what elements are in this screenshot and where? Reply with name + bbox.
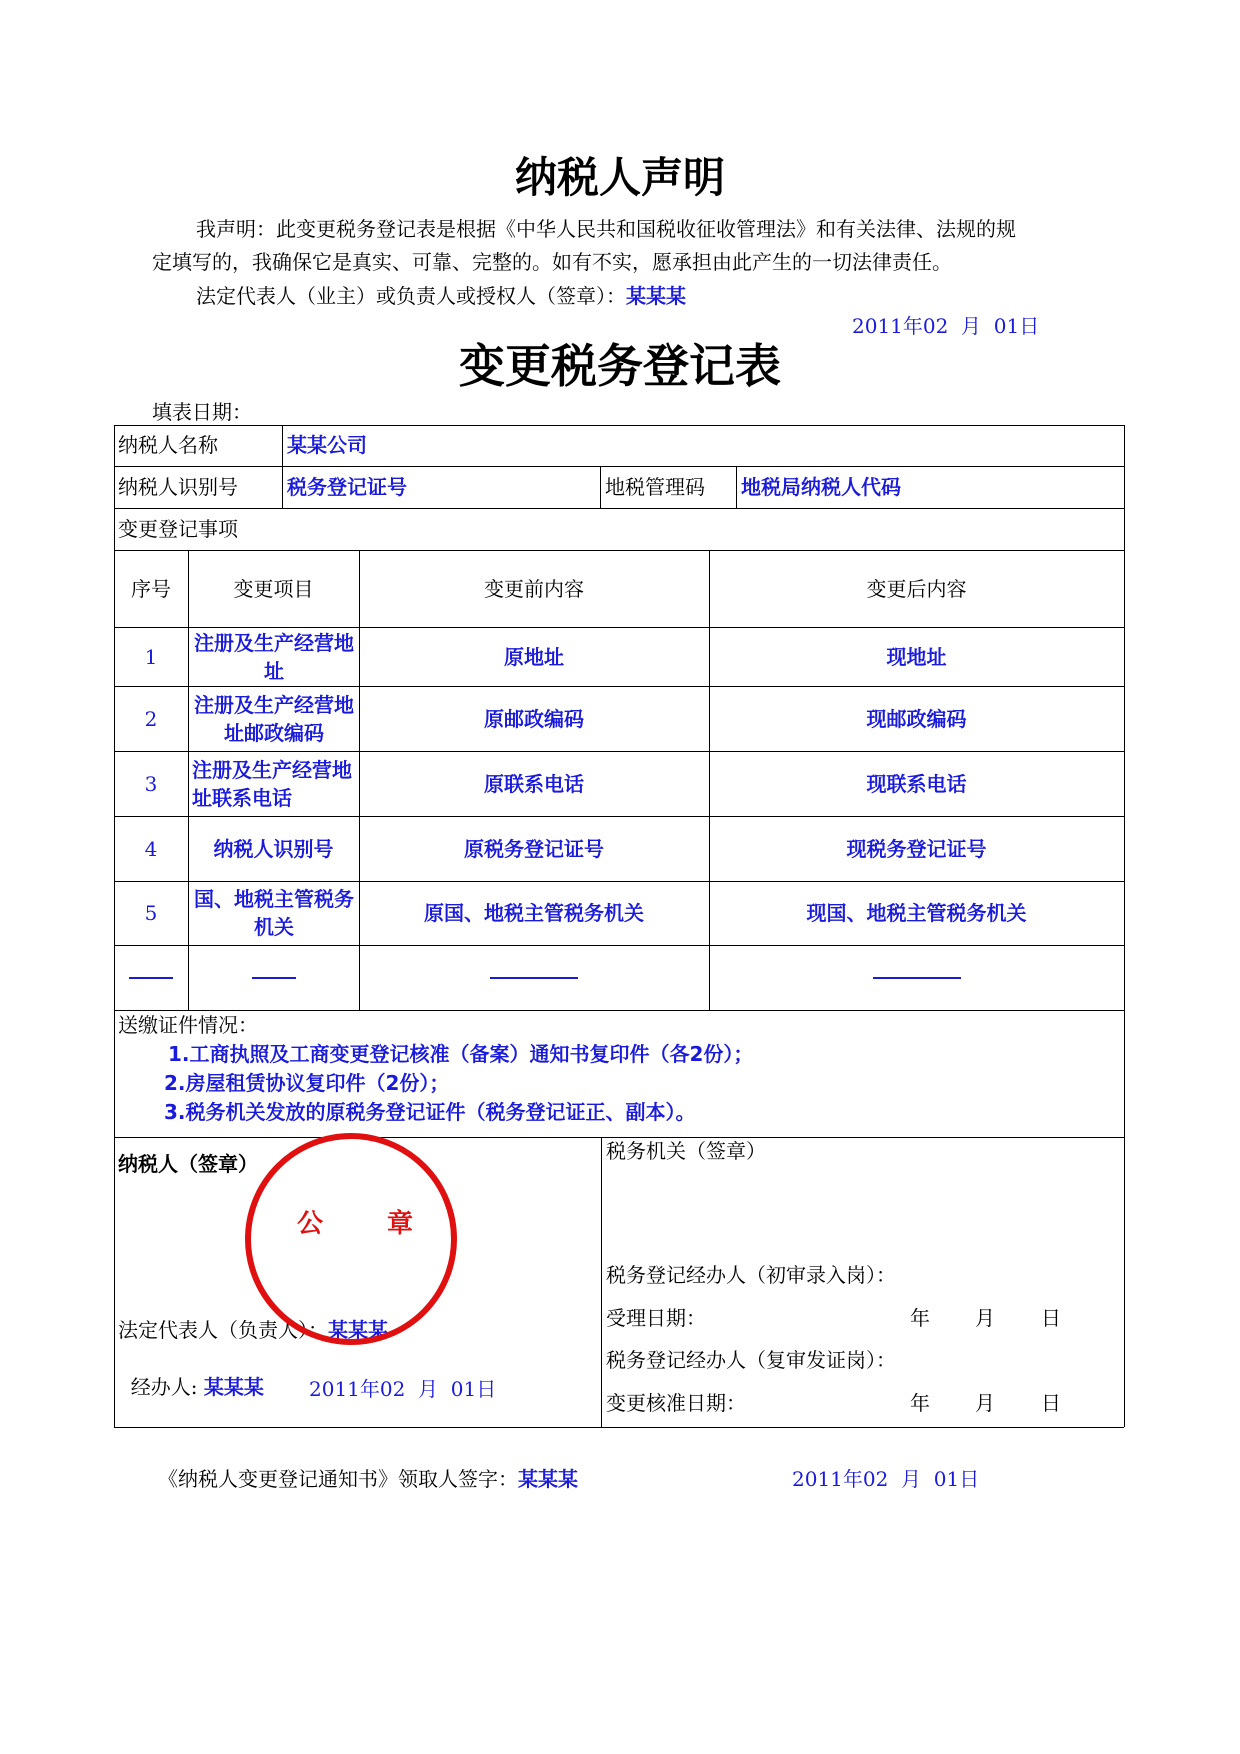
accept-date-line bbox=[606, 1304, 706, 1332]
taxpayer-name-label: 纳税人名称 bbox=[118, 433, 218, 457]
row-seq: 1 bbox=[144, 644, 158, 669]
row-before: 原地址 bbox=[504, 644, 564, 669]
legal-rep-label: 法定代表人（负责人）： bbox=[118, 1318, 328, 1342]
taxpayer-id-label: 纳税人识别号 bbox=[118, 475, 238, 499]
taxpayer-name-value: 某某公司 bbox=[287, 433, 367, 457]
stamp-char-1: 公 bbox=[297, 1209, 324, 1239]
accept-date-year: 年 bbox=[910, 1306, 930, 1330]
form-title: 变更税务登记表 bbox=[459, 339, 781, 393]
declaration-line-1: 我声明：此变更税务登记表是根据《中华人民共和国税收征收管理法》和有关法律、法规的规 bbox=[196, 217, 1016, 241]
row-before: 原邮政编码 bbox=[484, 706, 584, 731]
reg-handler-initial-label: 税务登记经办人（初审录入岗）： bbox=[606, 1263, 896, 1287]
receiver-label: 《纳税人变更登记通知书》领取人签字： bbox=[158, 1467, 518, 1491]
change-items-section-label: 变更登记事项 bbox=[118, 517, 238, 541]
document-item: 1.工商执照及工商变更登记核准（备案）通知书复印件（各2份）； bbox=[168, 1042, 754, 1066]
declaration-line-2: 定填写的，我确保它是真实、可靠、完整的。如有不实，愿承担由此产生的一切法律责任。 bbox=[152, 250, 952, 274]
accept-date-month: 月 bbox=[975, 1306, 995, 1330]
reg-handler-review-label: 税务登记经办人（复审发证岗）： bbox=[606, 1348, 896, 1372]
stamp-char-2: 章 bbox=[387, 1209, 414, 1239]
row-after: 现税务登记证号 bbox=[846, 836, 987, 861]
handler-line bbox=[118, 1345, 264, 1401]
footer-date: 2011年02 月 01日 bbox=[792, 1467, 980, 1491]
dash-mark bbox=[359, 945, 709, 1010]
row-seq: 3 bbox=[144, 771, 158, 796]
document-item: 2.房屋租赁协议复印件（2份）； bbox=[164, 1071, 450, 1095]
row-before: 原国、地税主管税务机关 bbox=[424, 901, 644, 925]
accept-date-label: 受理日期： bbox=[606, 1306, 706, 1330]
footer-receiver-line bbox=[158, 1465, 578, 1493]
receiver-value: 某某某 bbox=[518, 1467, 578, 1491]
row-seq: 4 bbox=[144, 836, 158, 861]
row-item: 注册及生产经营地址 bbox=[194, 630, 354, 683]
accept-date-day: 日 bbox=[1041, 1306, 1061, 1330]
col-header-item: 变更项目 bbox=[233, 576, 314, 601]
row-before: 原税务登记证号 bbox=[464, 836, 604, 861]
signer-value: 某某某 bbox=[626, 284, 686, 308]
signer-label: 法定代表人（业主）或负责人或授权人（签章）： bbox=[196, 284, 626, 308]
row-after: 现国、地税主管税务机关 bbox=[806, 901, 1027, 925]
row-before: 原联系电话 bbox=[484, 771, 584, 796]
handler-value: 某某某 bbox=[203, 1375, 264, 1399]
declaration-signer bbox=[196, 282, 686, 310]
local-tax-code-value: 地税局纳税人代码 bbox=[741, 475, 901, 499]
taxpayer-seal-label: 纳税人（签章） bbox=[118, 1152, 258, 1176]
row-item: 注册及生产经营地址邮政编码 bbox=[194, 692, 354, 745]
row-after: 现联系电话 bbox=[866, 771, 967, 796]
declaration-title: 纳税人声明 bbox=[514, 153, 725, 202]
dash-mark bbox=[114, 945, 188, 1010]
dash-mark bbox=[709, 945, 1124, 1010]
row-item: 国、地税主管税务机关 bbox=[194, 887, 354, 939]
fill-date-label: 填表日期： bbox=[152, 400, 252, 424]
local-tax-code-label: 地税管理码 bbox=[605, 475, 705, 499]
approval-date-day: 日 bbox=[1041, 1391, 1061, 1415]
col-header-after: 变更后内容 bbox=[866, 576, 967, 601]
col-header-seq: 序号 bbox=[131, 576, 171, 601]
dash-mark bbox=[188, 945, 359, 1010]
row-item: 注册及生产经营地址联系电话 bbox=[192, 757, 352, 810]
left-date: 2011年02 月 01日 bbox=[309, 1377, 497, 1401]
handler-label: 经办人: bbox=[130, 1375, 204, 1399]
row-after: 现邮政编码 bbox=[866, 706, 967, 731]
row-seq: 5 bbox=[144, 901, 158, 925]
row-item: 纳税人识别号 bbox=[213, 836, 334, 861]
approval-date-label: 变更核准日期： bbox=[606, 1391, 746, 1415]
approval-date-year: 年 bbox=[910, 1391, 930, 1415]
document-item: 3.税务机关发放的原税务登记证件（税务登记证正、副本）。 bbox=[164, 1100, 696, 1124]
row-seq: 2 bbox=[144, 706, 158, 731]
legal-rep-value: 某某某 bbox=[328, 1318, 388, 1342]
company-seal-stamp bbox=[245, 1133, 457, 1345]
declaration-date: 2011年02 月 01日 bbox=[852, 314, 1040, 338]
approval-date-month: 月 bbox=[975, 1391, 995, 1415]
col-header-before: 变更前内容 bbox=[484, 576, 584, 601]
documents-label: 送缴证件情况： bbox=[118, 1013, 258, 1037]
tax-authority-label: 税务机关（签章） bbox=[606, 1139, 766, 1163]
row-after: 现地址 bbox=[886, 644, 947, 669]
taxpayer-id-value: 税务登记证号 bbox=[287, 475, 407, 499]
